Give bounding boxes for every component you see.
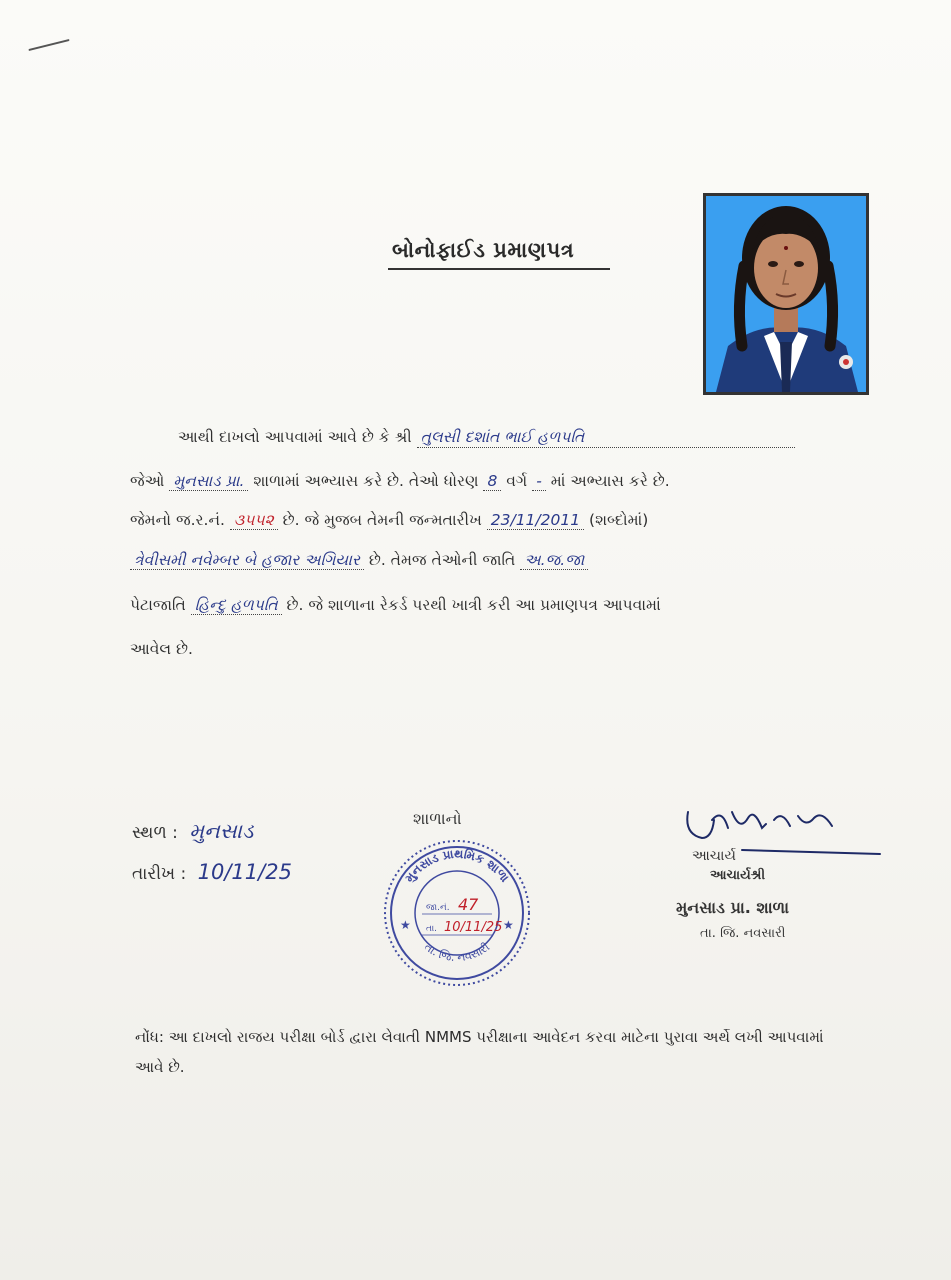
principal-label: આચાર્ય [692,848,736,864]
line-student-name: આથી દાખલો આપવામાં આવે છે કે શ્રી તુલસી દશાંત ભાઈ હળપતિ [178,428,795,448]
school-stamp [382,838,532,988]
school-seal-label: શાળાનો [413,809,462,828]
line-school-standard: જેઓ મુનસાડ પ્રા. શાળામાં અભ્યાસ કરે છે. તેઓ ધોરણ 8 વર્ગ - માં અભ્યાસ કરે છે. [130,472,670,490]
certificate-title: બોનોફાઈડ પ્રમાણપત્ર [392,238,575,262]
line-closing: આવેલ છે. [130,640,193,658]
line-subcaste: પેટાજાતિ હિન્દુ હળપતિ છે. જે શાળાના રેકર્ડ પરથી ખાત્રી કરી આ પ્રમાણપત્ર આપવામાં [130,596,661,614]
stamp-date-label: તા. [426,924,438,934]
birth-date-field: 23/11/2011 [487,511,584,530]
svg-text:મુનસાડ પ્રાથમિક શાળા [402,846,512,885]
stamp-outer-bottom: તા. જિ. નવસારી [421,940,493,965]
stamp-outward-number: 47 [458,895,479,914]
place-value: મુનસાડ [189,819,254,843]
school-name-field: મુનસાડ પ્રા. [169,472,248,491]
stamp-outward-label: જા.નં. [426,903,450,913]
stamp-star-right: ★ [503,918,514,932]
line-register-birthdate: જેમનો જ.ર.નં. ૩૫૫૨ છે. જે મુજબ તેમની જન્મતારીખ 23/11/2011 (શબ્દોમાં) [130,511,649,529]
student-photo [703,193,869,395]
line-birthdate-words-caste: ત્રેવીસમી નવેમ્બર બે હજાર અગિયાર છે. તેમજ તેઓની જાતિ અ.જ.જા [130,551,588,570]
stamp-date-value: 10/11/25 [444,920,503,935]
school-place: તા. જિ. નવસારી [700,926,786,941]
footnote: નોંધ: આ દાખલો રાજય પરીક્ષા બોર્ડ દ્વારા લેવાતી NMMS પરીક્ષાના આવેદન કરવા માટેના પુરાવા અર્થે લખી આપવામાં આવે છે. [135,1028,824,1076]
date-row: તારીખ : 10/11/25 [132,860,292,884]
title-underline [388,268,610,270]
principal-title: આચાર્યશ્રી [710,868,766,883]
stamp-star-left: ★ [400,918,411,932]
standard-field: 8 [483,472,501,491]
school-full-name: મુનસાડ પ્રા. શાળા [676,898,790,917]
birth-date-words-field: ત્રેવીસમી નવેમ્બર બે હજાર અગિયાર [130,551,364,570]
stamp-outer-top: મુનસાડ પ્રાથમિક શાળા [402,846,512,885]
date-value: 10/11/25 [197,860,292,884]
place-row: સ્થળ : મુનસાડ [132,819,254,843]
svg-text:તા. જિ. નવસારી [422,940,492,964]
pen-mark [28,39,69,51]
student-name-field: તુલસી દશાંત ભાઈ હળપતિ [417,428,795,448]
subcaste-field: હિન્દુ હળપતિ [191,596,282,615]
caste-field: અ.જ.જા [520,551,588,570]
register-number-field: ૩૫૫૨ [230,511,278,530]
division-field: - [532,472,546,491]
